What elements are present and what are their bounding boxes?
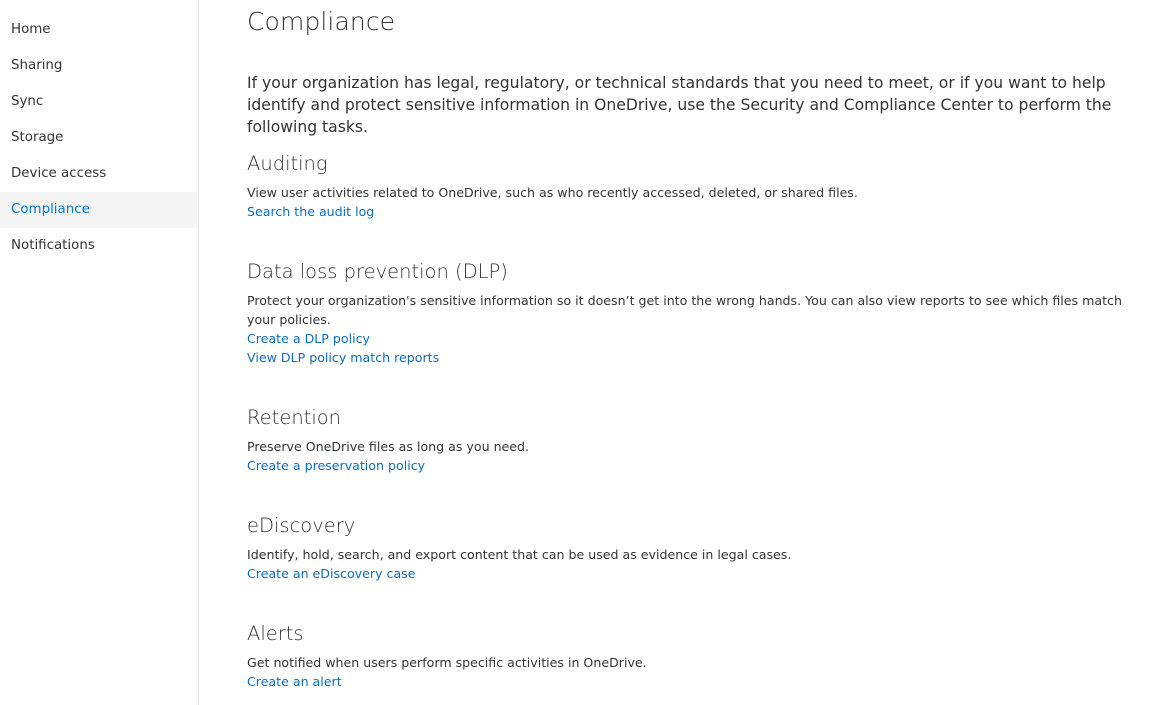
sidebar-item-storage[interactable]: Storage: [11, 130, 64, 145]
section-description: Identify, hold, search, and export content that can be used as evidence in legal cases.: [247, 547, 792, 562]
sidebar-item-notifications[interactable]: Notifications: [11, 238, 95, 253]
section-description: Protect your organization's sensitive information so it doesn’t get into the wrong hands. You can also view reports to see which files match your policies.: [247, 293, 1122, 327]
sidebar-item-compliance[interactable]: Compliance: [0, 192, 198, 228]
create-alert-link[interactable]: Create an alert: [247, 674, 342, 689]
section-alerts: [247, 620, 1152, 691]
create-preservation-policy-link[interactable]: Create a preservation policy: [247, 458, 426, 473]
section-title: Auditing: [247, 152, 328, 175]
section-description: Preserve OneDrive files as long as you need.: [247, 439, 530, 454]
section-title: Alerts: [247, 622, 304, 645]
section-description: View user activities related to OneDrive, such as who recently accessed, deleted, or shared files.: [247, 185, 858, 200]
section-title: Data loss prevention (DLP): [247, 260, 508, 283]
section-ediscovery: [247, 512, 1152, 583]
sidebar-nav: [0, 0, 199, 705]
sidebar-item-sharing[interactable]: Sharing: [11, 58, 63, 73]
sidebar-item-device-access[interactable]: Device access: [11, 166, 107, 181]
page-title: Compliance: [247, 7, 396, 36]
create-ediscovery-case-link[interactable]: Create an eDiscovery case: [247, 566, 416, 581]
intro-text: If your organization has legal, regulatory, or technical standards that you need to meet, or if you want to help identify and protect sensitive information in OneDrive, use the Security and Compliance Center to perform the following tasks.: [247, 74, 1112, 136]
section-dlp: [247, 258, 1152, 367]
section-title: eDiscovery: [247, 514, 356, 537]
create-dlp-policy-link[interactable]: Create a DLP policy: [247, 331, 370, 346]
section-auditing: [247, 150, 1152, 221]
section-retention: [247, 404, 1152, 475]
sidebar-item-sync[interactable]: Sync: [11, 94, 44, 109]
section-description: Get notified when users perform specific activities in OneDrive.: [247, 655, 647, 670]
section-title: Retention: [247, 406, 342, 429]
sidebar-item-home[interactable]: Home: [11, 22, 51, 37]
view-dlp-reports-link[interactable]: View DLP policy match reports: [247, 350, 440, 365]
search-audit-log-link[interactable]: Search the audit log: [247, 204, 375, 219]
main-content: [247, 0, 1162, 689]
